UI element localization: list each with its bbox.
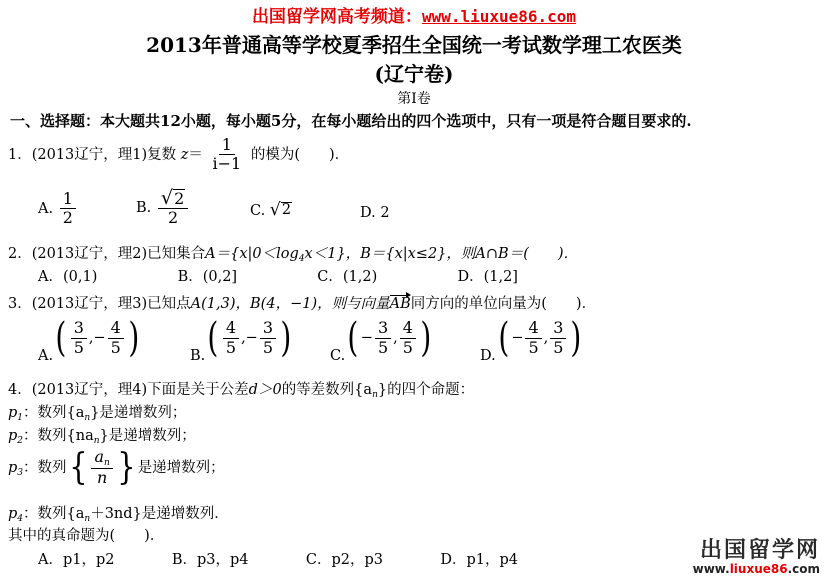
q3-option-c-frac-1 (375, 319, 391, 357)
q3-prefix: 3．(2013辽宁，理3)已知点 (8, 296, 191, 312)
q1-option-c-label: C. (250, 203, 266, 219)
q1-option-b-label: B. (136, 199, 152, 216)
logo-url-suffix: .com (787, 562, 820, 576)
q3-option-d-label: D. (480, 348, 496, 364)
q4-options (38, 548, 518, 569)
banner-text: 出国留学网高考频道： (251, 7, 422, 27)
q4-p4-label: p (8, 506, 18, 522)
q1-var: z (180, 146, 189, 163)
q3-option-b-sign-2: − (245, 330, 258, 346)
section-heading: 一、选择题：本大题共12小题，每小题5分，在每小题给出的四个选项中，只有一项是符合题目要求的. (10, 112, 692, 130)
q2-set-a-end: x＜1}， (304, 246, 361, 262)
q3-option-a-comma: , (88, 330, 94, 346)
q3-option-a-sign-2: − (93, 330, 106, 346)
q2-log-base: 4 (298, 254, 305, 264)
q1-option-d-value: 2 (380, 205, 390, 221)
q4-p4-sub: 4 (17, 514, 24, 524)
q3-option-c-num-1: 3 (375, 319, 391, 338)
question-1 (8, 136, 349, 174)
q4-p1-sub: 1 (17, 413, 24, 423)
logo-url-prefix: www. (692, 562, 730, 576)
q3-option-a-frac-1 (71, 319, 87, 357)
q3-option-a-frac-2 (108, 319, 124, 357)
q3-option-a-label: A. (38, 348, 54, 364)
q3-option-d-den-1: 5 (528, 337, 539, 357)
q4-p2-end: }是递增数列； (99, 428, 196, 444)
q3-option-d-sign-1: − (511, 330, 524, 346)
q3-option-a-open-paren: ( (55, 315, 67, 361)
q1-frac-den: i−1 (212, 154, 242, 174)
q4-question: 其中的真命题为( )． (8, 528, 165, 544)
q3-option-b-frac-1 (223, 319, 239, 357)
q2-tail: A∩B＝( )． (475, 246, 579, 262)
q3-suffix: 同方向的单位向量为( )． (410, 296, 597, 312)
q3-option-c (330, 315, 434, 364)
q3-option-b-open-paren: ( (207, 315, 219, 361)
q3-option-a-num-2: 4 (108, 319, 124, 338)
q1-option-c (250, 202, 292, 219)
q4-p4-end: ＋3nd}是递增数列． (90, 506, 229, 522)
q4-p2-sub: 2 (17, 436, 24, 446)
q4-p3-den: n (96, 468, 108, 488)
q3-option-d-open-paren: ( (498, 315, 509, 361)
q4-p3-num: a (94, 447, 104, 466)
volume-label: 第Ⅰ卷 (397, 91, 431, 107)
q3-option-b-frac-2 (260, 319, 276, 357)
q3-vector-ab: AB (390, 293, 411, 312)
q3-option-c-label: C. (330, 348, 346, 364)
q1-eq: ＝ (188, 146, 203, 163)
q1-suffix: 的模为( )． (250, 146, 350, 163)
q3-option-d-comma: , (543, 330, 549, 346)
q4-p3-fraction (91, 448, 112, 488)
question-3 (8, 292, 596, 313)
logo-url (693, 562, 820, 576)
q3-point-a: A(1,3)， (190, 296, 251, 312)
q3-option-c-frac-2 (400, 319, 416, 357)
q4-p1-label: p (8, 405, 18, 421)
q4-proposition-4 (8, 502, 229, 524)
question-4 (8, 378, 474, 400)
q3-option-c-den-2: 5 (402, 337, 413, 357)
q2-prefix: 2．(2013辽宁，理2)已知集合 (8, 246, 206, 262)
q3-option-d-close-paren: ) (570, 315, 582, 361)
q3-option-d-den-2: 5 (553, 337, 564, 357)
q3-option-c-close-paren: ) (420, 315, 432, 361)
q4-p3-close-brace: } (117, 446, 136, 488)
q4-p1-text-sub: n (84, 413, 91, 423)
q4-option-c: C．p2，p3 (305, 552, 383, 568)
q3-option-d-frac-1 (525, 319, 541, 357)
site-logo (693, 533, 820, 576)
q3-option-b-den-2: 5 (262, 337, 274, 357)
q3-option-b-num-1: 4 (223, 319, 239, 338)
q3-point-b: B(4，−1)，则与向量 (250, 296, 390, 312)
q4-p3-open-brace: { (68, 446, 88, 488)
exam-title: 2013年普通高等学校夏季招生全国统一考试数学理工农医类 (146, 33, 682, 57)
q2-option-c: C．(1,2) (317, 269, 378, 285)
question-2 (8, 242, 578, 264)
q4-suffix-sub: n (372, 390, 378, 400)
q1-option-b-num: √ 2 (158, 188, 188, 209)
q3-option-a-den-2: 5 (110, 337, 121, 357)
q1-option-a (38, 190, 78, 228)
q1-option-a-den: 2 (62, 208, 73, 228)
q3-option-a (38, 315, 141, 364)
q3-option-a-close-paren: ) (128, 315, 140, 361)
q2-set-a: A＝{x|0＜log (205, 246, 299, 262)
q4-p3-text: ：数列 (23, 459, 67, 476)
q4-p1-text: ：数列{a (23, 405, 85, 421)
q3-option-b-label: B. (190, 348, 206, 364)
q4-proposition-1 (8, 401, 186, 423)
q2-option-b: B．(0,2] (177, 269, 238, 285)
exam-subtitle: (辽宁卷) (374, 62, 454, 86)
q1-option-b-fraction (158, 188, 188, 228)
q1-option-c-root: √ 2 (269, 200, 292, 220)
q1-option-d (360, 205, 390, 221)
q3-option-d-num-2: 3 (550, 319, 566, 338)
q3-option-d (480, 315, 584, 364)
q4-proposition-2 (8, 424, 196, 446)
q3-option-b-num-2: 3 (260, 319, 276, 338)
q2-set-b: B＝{x|x≤2}，则 (360, 246, 476, 262)
q3-option-b-close-paren: ) (280, 315, 292, 361)
q4-p2-text-sub: n (93, 436, 100, 446)
q3-option-c-sign-1: − (360, 330, 373, 346)
q4-suffix: 的等差数列{a (281, 382, 373, 398)
q1-option-a-label: A. (38, 200, 54, 217)
q1-option-a-num: 1 (60, 190, 76, 209)
q4-proposition-3 (8, 448, 225, 488)
banner-url-link[interactable]: www.liuxue86.com (421, 7, 577, 26)
q1-option-a-fraction (60, 190, 76, 228)
q4-p2-label: p (8, 428, 18, 444)
logo-title: 出国留学网 (699, 538, 820, 563)
q4-condition: d＞0 (248, 382, 282, 398)
q4-p3-num-sub: n (103, 458, 110, 468)
q3-option-d-num-1: 4 (525, 319, 541, 338)
q4-option-b: B．p3，p4 (171, 552, 249, 568)
q4-suffix-end: }的四个命题： (377, 382, 475, 398)
q4-p4-text: ：数列{a (23, 506, 85, 522)
q3-option-b-den-1: 5 (225, 337, 237, 357)
q2-option-a: A．(0,1) (38, 269, 98, 285)
q3-option-a-den-1: 5 (73, 337, 84, 357)
q1-option-d-label: D. (360, 205, 376, 221)
q4-p1-end: }是递增数列； (90, 405, 187, 421)
q3-option-c-num-2: 4 (400, 319, 416, 338)
q4-prefix: 4．(2013辽宁，理4)下面是关于公差 (8, 382, 249, 398)
site-banner (0, 2, 828, 27)
q4-p3-sub: 3 (17, 467, 24, 478)
q1-fraction (210, 136, 245, 174)
logo-url-domain: liuxue86 (729, 562, 788, 576)
q1-option-b-den: 2 (167, 208, 179, 228)
q1-frac-num: 1 (219, 136, 235, 155)
q3-option-c-open-paren: ( (347, 315, 359, 361)
q2-option-d: D．(1,2] (457, 269, 518, 285)
q1-option-b (136, 188, 190, 228)
q1-option-c-radicand: 2 (281, 202, 292, 219)
q3-option-a-num-1: 3 (71, 319, 87, 338)
q3-option-d-frac-2 (550, 319, 566, 357)
q2-options (38, 265, 518, 286)
q4-p3-label: p (8, 459, 18, 476)
q4-option-a: A．p1，p2 (38, 552, 115, 568)
q3-option-b-comma: , (241, 330, 246, 346)
q3-option-c-den-1: 5 (377, 337, 389, 357)
q1-option-b-radicand: 2 (174, 188, 185, 208)
q3-option-b (190, 315, 294, 364)
q4-option-d: D．p1，p4 (440, 552, 518, 568)
q4-p3-end: 是递增数列； (137, 459, 225, 476)
q4-p2-text: ：数列{na (23, 428, 94, 444)
q1-prefix: 1．(2013辽宁，理1)复数 (8, 146, 177, 163)
q4-p4-text-sub: n (84, 514, 91, 524)
q3-option-c-comma: , (393, 330, 398, 346)
